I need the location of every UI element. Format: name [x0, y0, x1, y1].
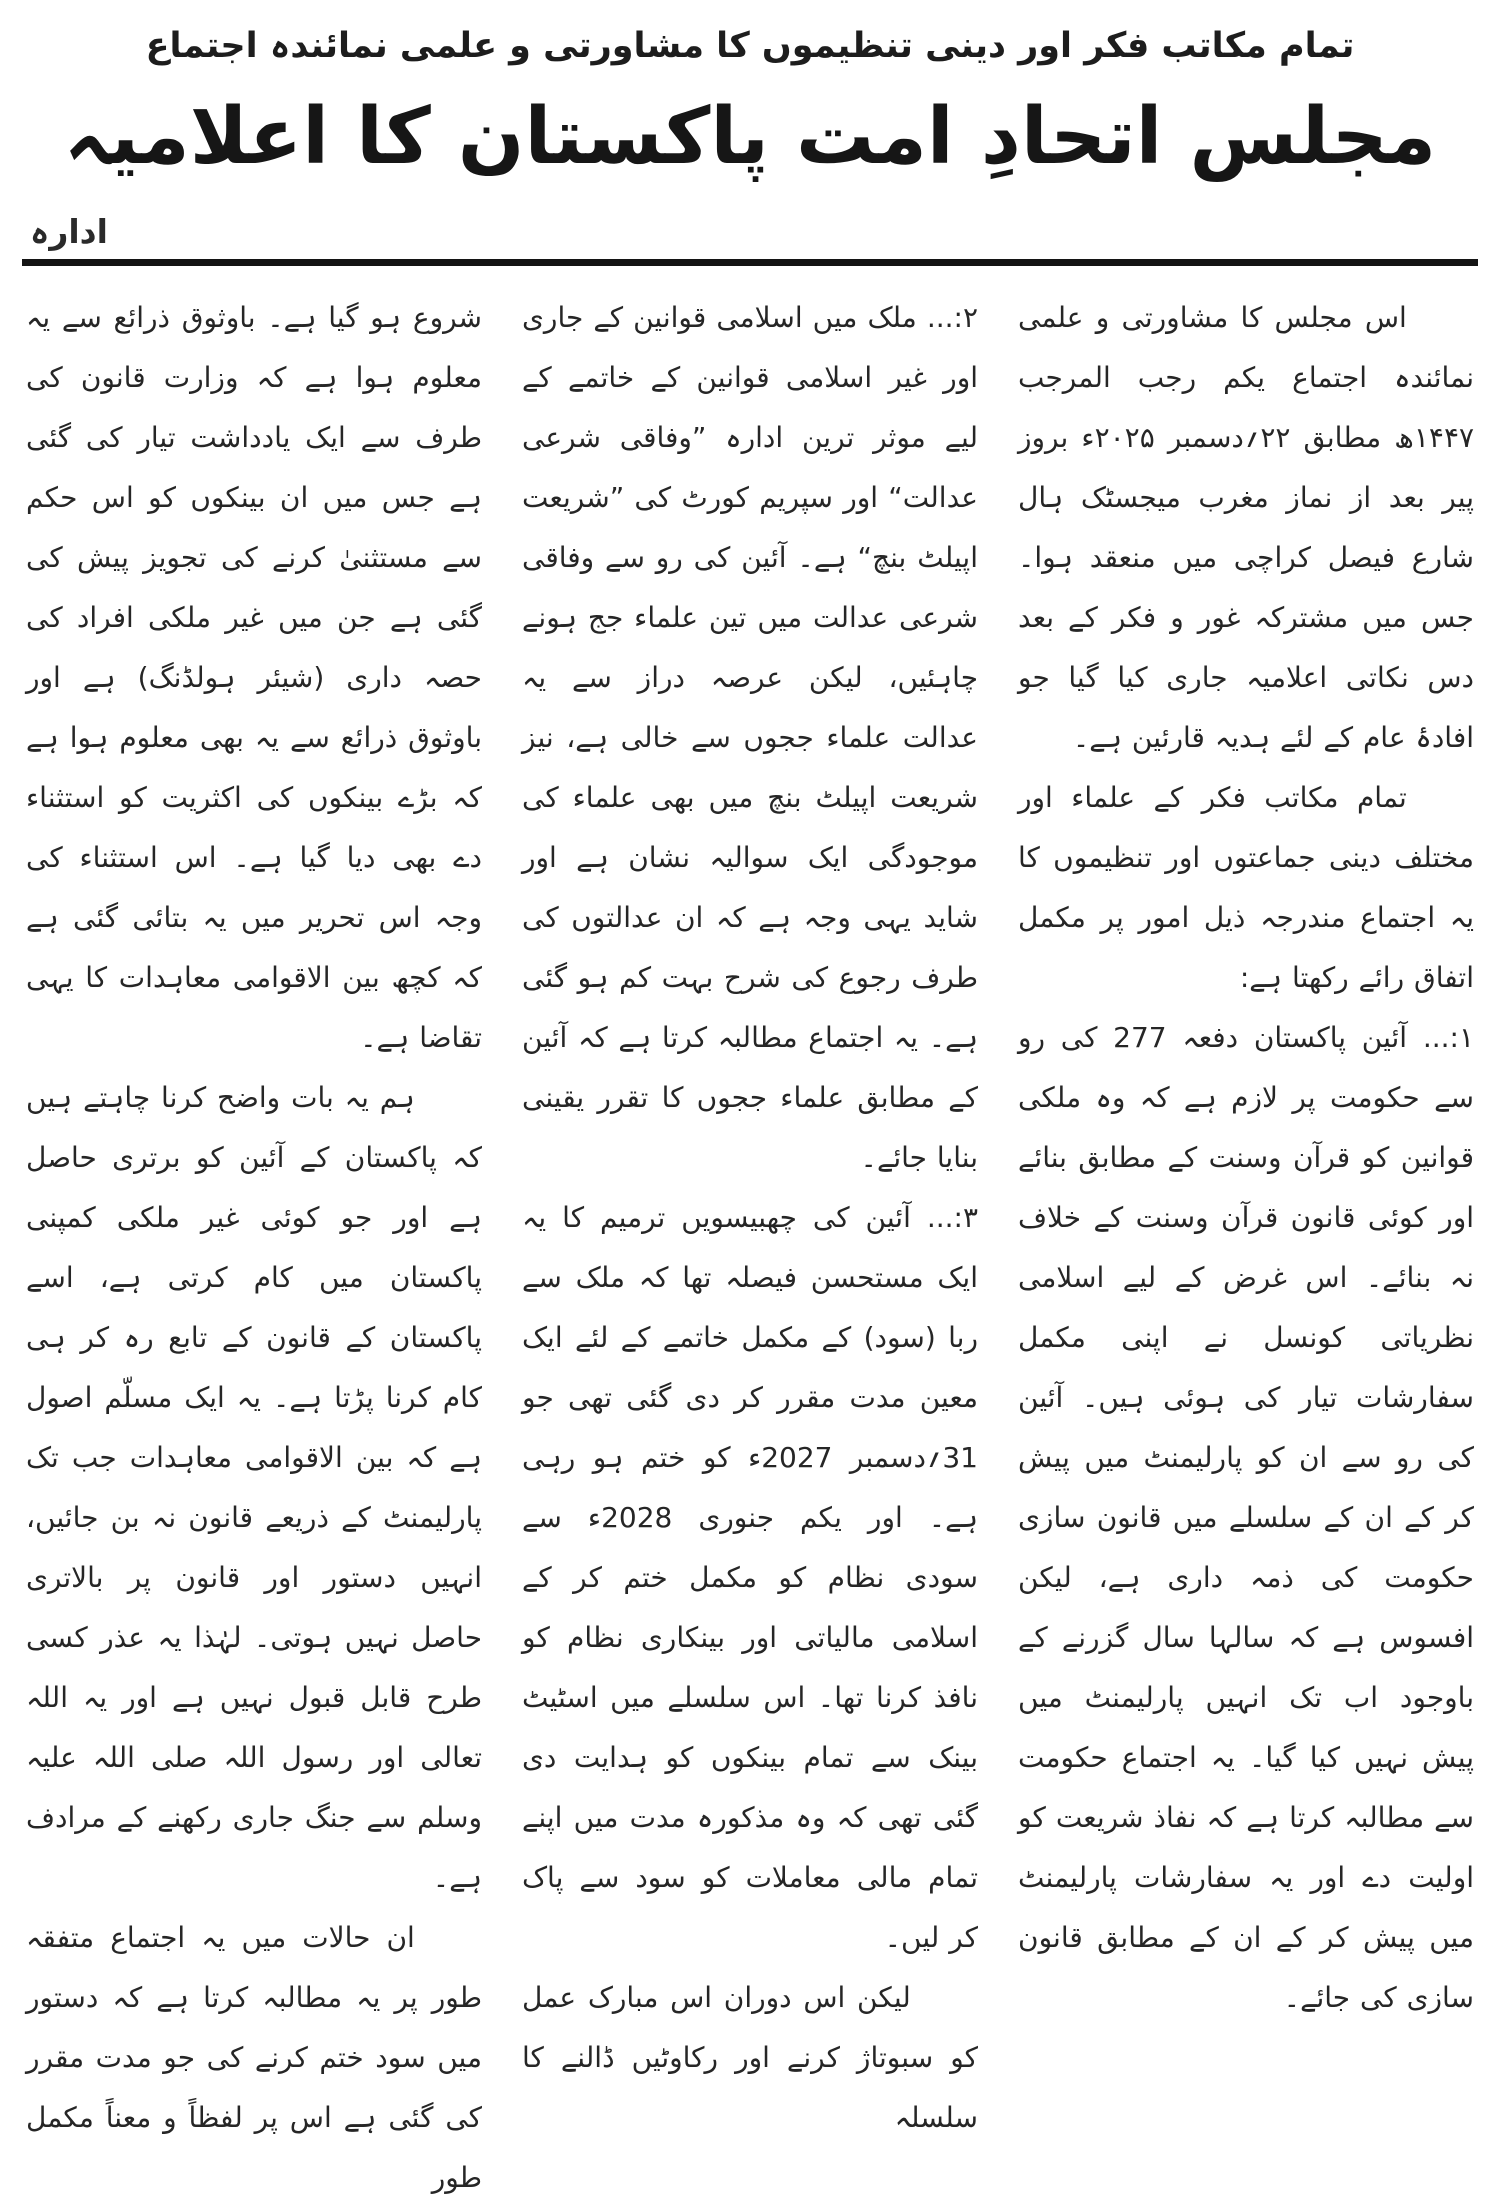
paragraph-point-2: ۲:... ملک میں اسلامی قوانین کے جاری اور غیر اسلامی قوانین کے خاتمے کے لیے موثر ترین ادارہ ”وفاقی شرعی عدالت“ اور سپریم کورٹ کی ”شریعت اپیلٹ بنچ“ ہے۔ آئین کی رو سے وفاقی شرعی عدالت میں تین علماء جج ہونے چاہئیں، لیکن عرصہ دراز سے یہ عدالت علماء ججوں سے خالی ہے، نیز شریعت اپیلٹ بنچ میں بھی علماء کی موجودگی ایک سوالیہ نشان ہے اور شاید یہی وجہ ہے کہ ان عدالتوں کی طرف رجوع کی شرح بہت کم ہو گئی ہے۔ یہ اجتماع مطالبہ کرتا ہے کہ آئین کے مطابق علماء ججوں کا تقرر یقینی بنایا جائے۔	[522, 301, 978, 1174]
paragraph-sabotage-start: لیکن اس دوران اس مبارک عمل کو سبوتاژ کرنے اور رکاوٹیں ڈالنے کا سلسلہ	[522, 1981, 978, 2134]
paragraph-constitution-supremacy: ہم یہ بات واضح کرنا چاہتے ہیں کہ پاکستان کے آئین کو برتری حاصل ہے اور جو کوئی غیر ملکی کمپنی پاکستان میں کام کرتی ہے، اسے پاکستان کے قانون کے تابع رہ کر ہی کام کرنا پڑتا ہے۔ یہ ایک مسلّم اصول ہے کہ بین الاقوامی معاہدات جب تک پارلیمنٹ کے ذریعے قانون نہ بن جائیں، انہیں دستور اور قانون پر بالاتری حاصل نہیں ہوتی۔ لہٰذا یہ عذر کسی طرح قابل قبول نہیں ہے اور یہ اللہ تعالی اور رسول اللہ صلی اللہ علیہ وسلم سے جنگ جاری رکھنے کے مرادف ہے۔	[26, 1081, 482, 1894]
paragraph-intro: اس مجلس کا مشاورتی و علمی نمائندہ اجتماع یکم رجب المرجب ۱۴۴۷ھ مطابق ۲۲؍دسمبر ۲۰۲۵ء بروز پیر بعد از نماز مغرب میجسٹک ہال شارع فیصل کراچی میں منعقد ہوا۔ جس میں مشترکہ غور و فکر کے بعد دس نکاتی اعلامیہ جاری کیا گیا جو افادۂ عام کے لئے ہدیہ قارئین ہے۔	[1018, 301, 1475, 754]
paragraph-unanimous-demand: ان حالات میں یہ اجتماع متفقہ طور پر یہ مطالبہ کرتا ہے کہ دستور میں سود ختم کرنے کی جو مدت مقرر کی گئی ہے اس پر لفظاً و معناً مکمل طور	[26, 1921, 482, 2194]
paragraph-point-3: ۳:... آئین کی چھبیسویں ترمیم کا یہ ایک مستحسن فیصلہ تھا کہ ملک سے ربا (سود) کے مکمل خاتمے کے لئے ایک معین مدت مقرر کر دی گئی تھی جو 31؍دسمبر 2027ء کو ختم ہو رہی ہے۔ اور یکم جنوری 2028ء سے سودی نظام کو مکمل ختم کر کے اسلامی مالیاتی اور بینکاری نظام کو نافذ کرنا تھا۔ اس سلسلے میں اسٹیٹ بینک سے تمام بینکوں کو ہدایت دی گئی تھی کہ وہ مذکورہ مدت میں اپنے تمام مالی معاملات کو سود سے پاک کر لیں۔	[522, 1201, 978, 1954]
column-left	[26, 288, 482, 2208]
column-middle	[522, 288, 978, 2208]
kicker-line: تمام مکاتب فکر اور دینی تنظیموں کا مشاورتی و علمی نمائندہ اجتماع	[145, 26, 1355, 66]
header-divider	[22, 259, 1478, 266]
paragraph-sabotage-continued: شروع ہو گیا ہے۔ باوثوق ذرائع سے یہ معلوم ہوا ہے کہ وزارت قانون کی طرف سے ایک یادداشت تیار کی گئی ہے جس میں ان بینکوں کو اس حکم سے مستثنیٰ کرنے کی تجویز پیش کی گئی ہے جن میں غیر ملکی افراد کی حصہ داری (شیئر ہولڈنگ) ہے اور باوثوق ذرائع سے یہ بھی معلوم ہوا ہے کہ بڑے بینکوں کی اکثریت کو استثناء دے بھی دیا گیا ہے۔ اس استثناء کی وجہ اس تحریر میں یہ بتائی گئی ہے کہ کچھ بین الاقوامی معاہدات کا یہی تقاضا ہے۔	[26, 301, 482, 1054]
paragraph-consensus: تمام مکاتب فکر کے علماء اور مختلف دینی جماعتوں اور تنظیموں کا یہ اجتماع مندرجہ ذیل امور پر مکمل اتفاق رائے رکھتا ہے:	[1018, 781, 1474, 994]
byline: ادارہ	[30, 212, 108, 251]
article-columns	[22, 266, 1478, 2208]
paragraph-point-1: ۱:... آئین پاکستان دفعہ 277 کی رو سے حکومت پر لازم ہے کہ وہ ملکی قوانین کو قرآن وسنت کے مطابق بنائے اور کوئی قانون قرآن وسنت کے خلاف نہ بنائے۔ اس غرض کے لیے اسلامی نظریاتی کونسل نے اپنی مکمل سفارشات تیار کی ہوئی ہیں۔ آئین کی رو سے ان کو پارلیمنٹ میں پیش کر کے ان کے سلسلے میں قانون سازی حکومت کی ذمہ داری ہے، لیکن افسوس ہے کہ سالہا سال گزرنے کے باوجود اب تک انہیں پارلیمنٹ میں پیش نہیں کیا گیا۔ یہ اجتماع حکومت سے مطالبہ کرتا ہے کہ نفاذ شریعت کو اولیت دے اور یہ سفارشات پارلیمنٹ میں پیش کر کے ان کے مطابق قانون سازی کی جائے۔	[1018, 1021, 1474, 2014]
column-right	[1018, 288, 1474, 2208]
main-headline: مجلس اتحادِ امت پاکستان کا اعلامیہ	[63, 92, 1437, 182]
